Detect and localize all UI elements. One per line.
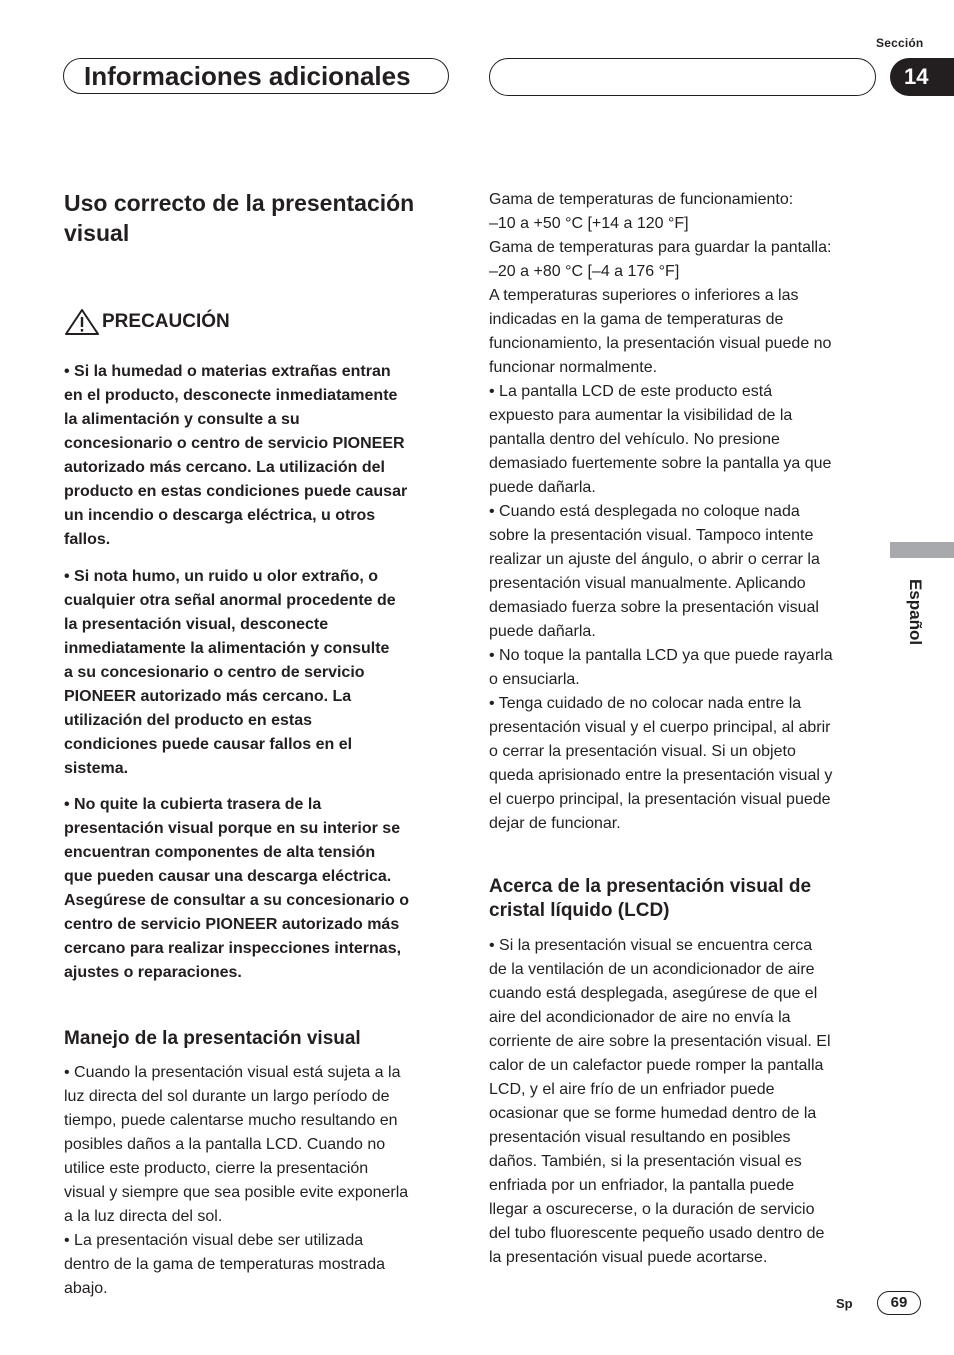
warning-triangle-icon: [64, 308, 100, 336]
caution-paragraph: • Si nota humo, un ruido u olor extraño, o cualquier otra señal anormal procedente de la presentación visual, desconecte inmediatamente la alimentación y consulte a su concesionario o centro de servicio PIONEER autorizado más cercano. La utilización del producto en estas condiciones puede causar fallos en el sistema.: [64, 568, 396, 777]
main-heading: Uso correcto de la presentación visual: [64, 190, 415, 246]
caution-header: [64, 308, 230, 336]
handling-body-text: • Cuando la presentación visual está sujeta a la luz directa del sol durante un largo período de tiempo, puede calentarse mucho resultando en posibles daños a la pantalla LCD. Cuando no utilice este producto, cierre la presentación visual y siempre que sea posible evite exponerla a la luz directa del sol. • La presentación visual debe ser utilizada dentro de la gama de temperaturas mostrada abajo.: [64, 1064, 409, 1297]
caution-paragraph: • Si la humedad o materias extrañas entran en el producto, desconecte inmediatamente la alimentación y consulte a su concesionario o centro de servicio PIONEER autorizado más cercano. La utilización del producto en estas condiciones puede causar un incendio o descarga eléctrica, u otros fallos.: [64, 363, 408, 548]
subheading-lcd: Acerca de la presentación visual de cristal líquido (LCD): [489, 876, 812, 921]
subheading-handling: Manejo de la presentación visual: [64, 1028, 361, 1049]
language-label: Español: [906, 578, 925, 646]
footer-language-code: Sp: [836, 1296, 853, 1311]
temperature-body-text: Gama de temperaturas de funcionamiento: –10 a +50 °C [+14 a 120 °F] Gama de temperaturas para guardar la pantalla: –20 a +80 °C [–4 a 176 °F] A temperaturas superiores o inferiores a las indicadas en la gama de temperaturas de funcionamiento, la presentación visual puede no funcionar normalmente. • La pantalla LCD de este producto está expuesto para aumentar la visibilidad de la pantalla dentro del vehículo. No presione demasiado fuertemente sobre la pantalla ya que puede dañarla. • Cuando está desplegada no coloque nada sobre la presentación visual. Tampoco intente realizar un ajuste del ángulo, o abrir o cerrar la presentación visual manualmente. Aplicando demasiado fuerza sobre la presentación visual puede dañarla. • No toque la pantalla LCD ya que puede rayarla o ensuciarla. • Tenga cuidado de no colocar nada entre la presentación visual y el cuerpo principal, al abrir o cerrar la presentación visual. Si un objeto queda aprisionado entre la presentación visual y el cuerpo principal, la presentación visual puede dejar de funcionar.: [489, 191, 833, 832]
section-number-badge: 14: [890, 58, 954, 96]
section-label: Sección: [876, 36, 924, 50]
caution-title: PRECAUCIÓN: [102, 311, 230, 332]
page-number: 69: [877, 1291, 921, 1315]
page-title: Informaciones adicionales: [84, 61, 411, 91]
caution-paragraph: • No quite la cubierta trasera de la presentación visual porque en su interior se encuentran componentes de alta tensión que pueden causar una descarga eléctrica. Asegúrese de consultar a su concesionario o centro de servicio PIONEER autorizado más cercano para realizar inspecciones internas, ajustes o reparaciones.: [64, 796, 409, 981]
header-empty-frame: [489, 58, 876, 96]
lcd-body-text: • Si la presentación visual se encuentra cerca de la ventilación de un acondicionador de aire cuando está desplegada, asegúrese de que el aire del acondicionador de aire no envía la corriente de aire sobre la presentación visual. El calor de un calefactor puede romper la pantalla LCD, y el aire frío de un enfriador puede ocasionar que se forme humedad dentro de la presentación visual resultando en posibles daños. También, si la presentación visual es enfriada por un enfriador, la pantalla puede llegar a oscurecerse, o la duración de servicio del tubo fluorescente pequeño usado dentro de la presentación visual puede acortarse.: [489, 937, 831, 1266]
